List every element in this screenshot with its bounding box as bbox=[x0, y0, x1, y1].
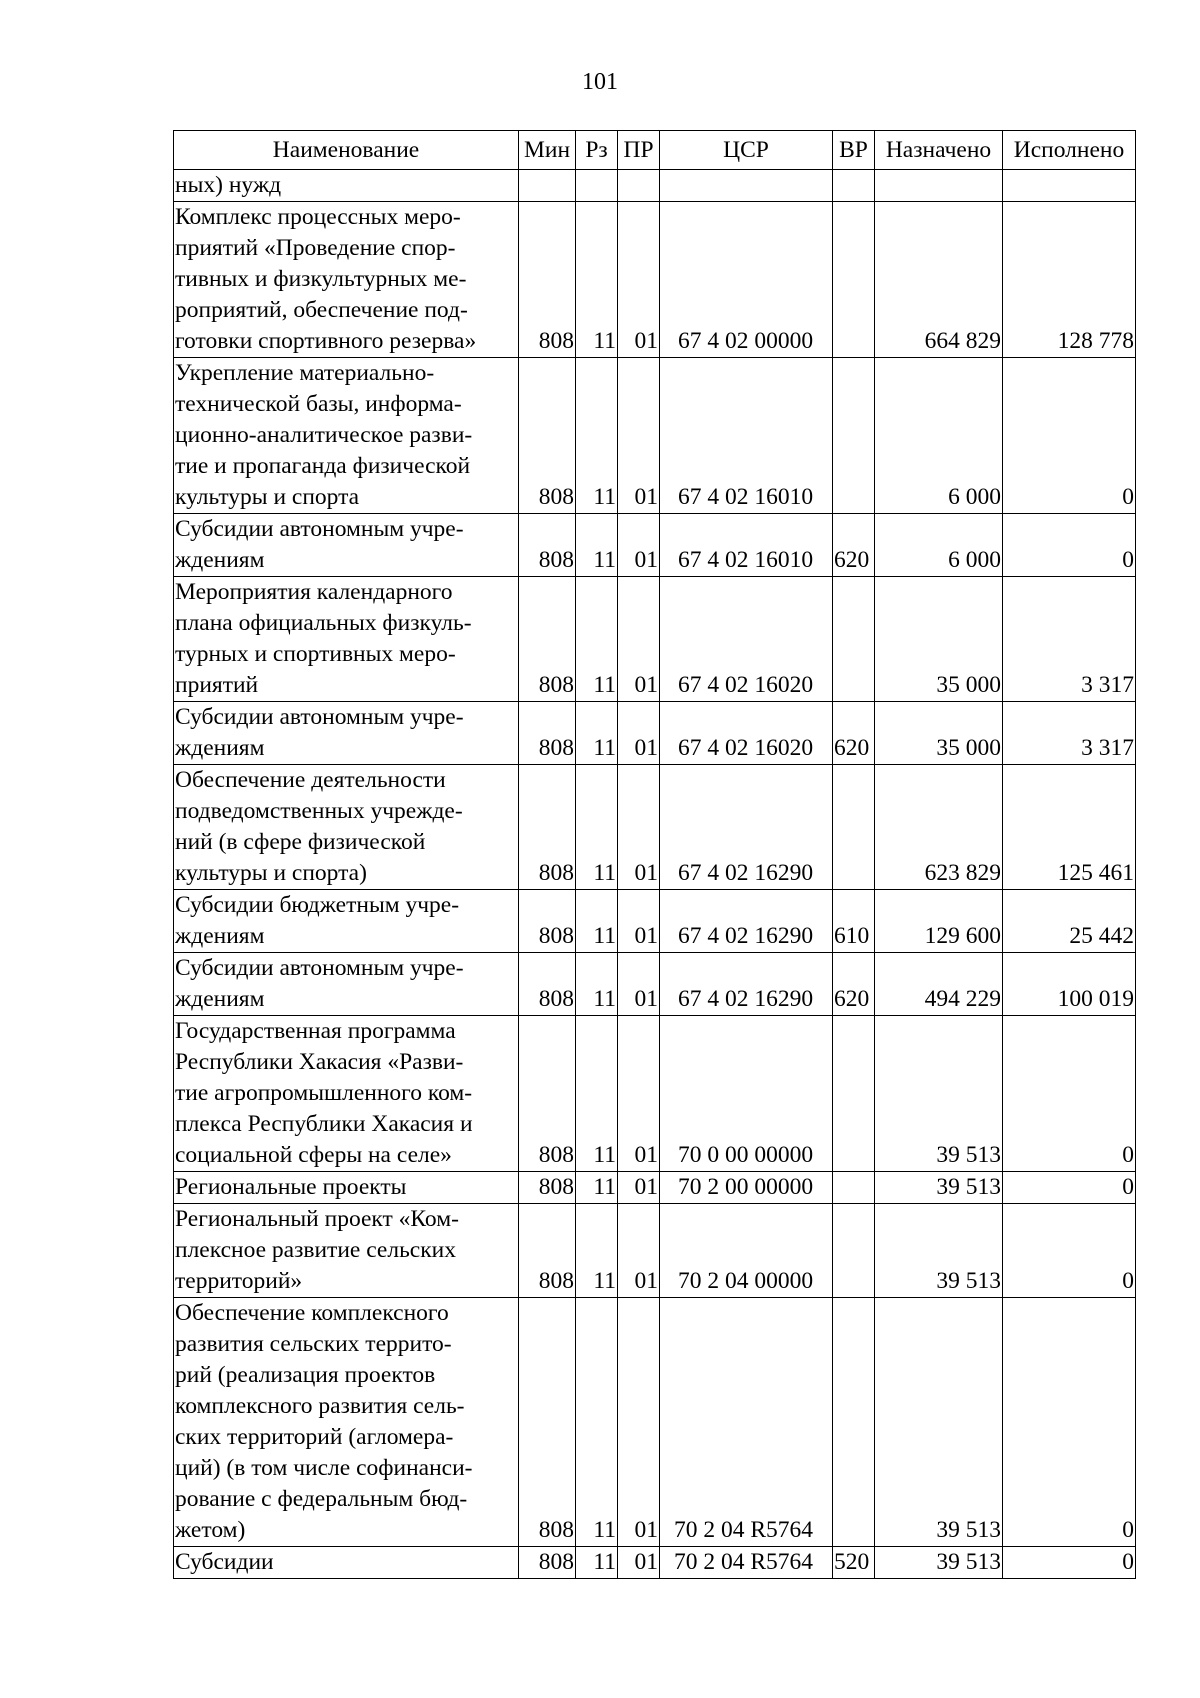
name-line: ждениям bbox=[175, 735, 265, 761]
table-row bbox=[174, 1016, 1136, 1172]
table-row bbox=[174, 202, 1136, 358]
cell-min: 808 bbox=[519, 202, 576, 358]
cell-csr: 67 4 02 16010 bbox=[660, 514, 833, 577]
cell-pr: 01 bbox=[618, 890, 660, 953]
cell-min: 808 bbox=[519, 514, 576, 577]
cell-csr: 67 4 02 16290 bbox=[660, 765, 833, 890]
name-line: Субсидии bbox=[175, 1549, 274, 1575]
header-rz: Рз bbox=[576, 131, 618, 170]
header-name: Наименование bbox=[174, 131, 519, 170]
header-vr: ВР bbox=[833, 131, 875, 170]
name-line: турных и спортивных меро- bbox=[175, 641, 456, 667]
name-line: Укрепление материально- bbox=[175, 360, 435, 386]
cell-name bbox=[174, 765, 519, 890]
header-pr: ПР bbox=[618, 131, 660, 170]
name-line: Обеспечение комплексного bbox=[175, 1300, 449, 1326]
cell-vr bbox=[833, 765, 875, 890]
cell-name bbox=[174, 1016, 519, 1172]
name-line: Субсидии автономным учре- bbox=[175, 516, 464, 542]
cell-executed: 0 bbox=[1003, 1547, 1136, 1579]
cell-min bbox=[519, 170, 576, 202]
name-line: роприятий, обеспечение под- bbox=[175, 297, 468, 323]
cell-pr: 01 bbox=[618, 577, 660, 702]
name-line: приятий bbox=[175, 672, 259, 698]
cell-executed: 3 317 bbox=[1003, 702, 1136, 765]
name-line: Субсидии автономным учре- bbox=[175, 704, 464, 730]
cell-executed: 125 461 bbox=[1003, 765, 1136, 890]
cell-name bbox=[174, 358, 519, 514]
cell-executed: 0 bbox=[1003, 1172, 1136, 1204]
cell-csr: 70 2 00 00000 bbox=[660, 1172, 833, 1204]
name-line: ных) нужд bbox=[175, 172, 282, 198]
name-line: Региональный проект «Ком- bbox=[175, 1206, 459, 1232]
cell-pr: 01 bbox=[618, 702, 660, 765]
cell-min: 808 bbox=[519, 577, 576, 702]
table-row bbox=[174, 702, 1136, 765]
name-line: тие и пропаганда физической bbox=[175, 453, 471, 479]
cell-name bbox=[174, 953, 519, 1016]
cell-assigned: 35 000 bbox=[875, 702, 1003, 765]
name-line: ждениям bbox=[175, 547, 265, 573]
cell-rz: 11 bbox=[576, 1298, 618, 1547]
name-line: комплексного развития сель- bbox=[175, 1393, 465, 1419]
cell-executed: 3 317 bbox=[1003, 577, 1136, 702]
name-line: рий (реализация проектов bbox=[175, 1362, 436, 1388]
name-line: рование с федеральным бюд- bbox=[175, 1486, 468, 1512]
cell-executed: 25 442 bbox=[1003, 890, 1136, 953]
cell-csr: 70 2 04 00000 bbox=[660, 1204, 833, 1298]
cell-pr: 01 bbox=[618, 953, 660, 1016]
name-line: тие агропромышленного ком- bbox=[175, 1080, 473, 1106]
table-row bbox=[174, 1204, 1136, 1298]
cell-vr bbox=[833, 1298, 875, 1547]
table-row bbox=[174, 514, 1136, 577]
cell-executed: 0 bbox=[1003, 514, 1136, 577]
name-line: плана официальных физкуль- bbox=[175, 610, 472, 636]
cell-pr bbox=[618, 170, 660, 202]
cell-vr: 620 bbox=[833, 702, 875, 765]
cell-name bbox=[174, 577, 519, 702]
table-row bbox=[174, 1298, 1136, 1547]
cell-assigned: 39 513 bbox=[875, 1204, 1003, 1298]
cell-name bbox=[174, 202, 519, 358]
cell-executed: 128 778 bbox=[1003, 202, 1136, 358]
name-line: подведомственных учрежде- bbox=[175, 798, 463, 824]
cell-name bbox=[174, 514, 519, 577]
cell-pr: 01 bbox=[618, 1204, 660, 1298]
table-header-row bbox=[174, 131, 1136, 170]
cell-name bbox=[174, 1204, 519, 1298]
cell-pr: 01 bbox=[618, 1016, 660, 1172]
page-number: 101 bbox=[582, 69, 618, 95]
cell-pr: 01 bbox=[618, 1172, 660, 1204]
cell-assigned: 494 229 bbox=[875, 953, 1003, 1016]
cell-min: 808 bbox=[519, 1016, 576, 1172]
name-line: плекса Республики Хакасия и bbox=[175, 1111, 473, 1137]
cell-assigned bbox=[875, 170, 1003, 202]
name-line: тивных и физкультурных ме- bbox=[175, 266, 467, 292]
cell-rz: 11 bbox=[576, 702, 618, 765]
table-row bbox=[174, 1547, 1136, 1579]
cell-vr: 620 bbox=[833, 514, 875, 577]
header-assigned: Назначено bbox=[875, 131, 1003, 170]
cell-executed bbox=[1003, 170, 1136, 202]
cell-csr: 67 4 02 16290 bbox=[660, 953, 833, 1016]
cell-rz: 11 bbox=[576, 202, 618, 358]
name-line: ционно-аналитическое разви- bbox=[175, 422, 473, 448]
name-line: готовки спортивного резерва» bbox=[175, 328, 477, 354]
cell-rz: 11 bbox=[576, 765, 618, 890]
cell-executed: 0 bbox=[1003, 358, 1136, 514]
cell-rz: 11 bbox=[576, 514, 618, 577]
cell-vr bbox=[833, 1204, 875, 1298]
cell-vr bbox=[833, 577, 875, 702]
cell-vr bbox=[833, 202, 875, 358]
cell-pr: 01 bbox=[618, 1298, 660, 1547]
cell-csr: 67 4 02 00000 bbox=[660, 202, 833, 358]
cell-assigned: 39 513 bbox=[875, 1016, 1003, 1172]
cell-vr bbox=[833, 1172, 875, 1204]
cell-name bbox=[174, 702, 519, 765]
name-line: Обеспечение деятельности bbox=[175, 767, 446, 793]
cell-pr: 01 bbox=[618, 765, 660, 890]
cell-name bbox=[174, 1172, 519, 1204]
name-line: Мероприятия календарного bbox=[175, 579, 453, 605]
cell-rz bbox=[576, 170, 618, 202]
cell-pr: 01 bbox=[618, 1547, 660, 1579]
cell-rz: 11 bbox=[576, 890, 618, 953]
cell-min: 808 bbox=[519, 890, 576, 953]
name-line: плексное развитие сельских bbox=[175, 1237, 456, 1263]
header-min: Мин bbox=[519, 131, 576, 170]
cell-assigned: 6 000 bbox=[875, 358, 1003, 514]
name-line: социальной сферы на селе» bbox=[175, 1142, 452, 1168]
name-line: ских территорий (агломера- bbox=[175, 1424, 454, 1450]
name-line: культуры и спорта bbox=[175, 484, 360, 510]
table-row bbox=[174, 1172, 1136, 1204]
cell-assigned: 623 829 bbox=[875, 765, 1003, 890]
name-line: Субсидии автономным учре- bbox=[175, 955, 464, 981]
cell-min: 808 bbox=[519, 1204, 576, 1298]
cell-min: 808 bbox=[519, 1547, 576, 1579]
cell-assigned: 35 000 bbox=[875, 577, 1003, 702]
name-line: Региональные проекты bbox=[175, 1174, 407, 1200]
budget-table bbox=[173, 130, 1136, 1579]
cell-assigned: 664 829 bbox=[875, 202, 1003, 358]
name-line: ций) (в том числе софинанси- bbox=[175, 1455, 473, 1481]
table-row bbox=[174, 577, 1136, 702]
cell-executed: 100 019 bbox=[1003, 953, 1136, 1016]
name-line: ждениям bbox=[175, 923, 265, 949]
cell-min: 808 bbox=[519, 1172, 576, 1204]
cell-csr: 67 4 02 16020 bbox=[660, 577, 833, 702]
cell-rz: 11 bbox=[576, 358, 618, 514]
name-line: ний (в сфере физической bbox=[175, 829, 426, 855]
name-line: Республики Хакасия «Разви- bbox=[175, 1049, 464, 1075]
cell-rz: 11 bbox=[576, 1204, 618, 1298]
table-row bbox=[174, 765, 1136, 890]
cell-name bbox=[174, 170, 519, 202]
name-line: технической базы, информа- bbox=[175, 391, 462, 417]
cell-min: 808 bbox=[519, 1298, 576, 1547]
name-line: территорий» bbox=[175, 1268, 303, 1294]
cell-rz: 11 bbox=[576, 1547, 618, 1579]
cell-csr: 67 4 02 16010 bbox=[660, 358, 833, 514]
table-row bbox=[174, 170, 1136, 202]
cell-rz: 11 bbox=[576, 1172, 618, 1204]
cell-vr bbox=[833, 170, 875, 202]
cell-name bbox=[174, 1298, 519, 1547]
cell-pr: 01 bbox=[618, 358, 660, 514]
name-line: Комплекс процессных меро- bbox=[175, 204, 461, 230]
cell-assigned: 39 513 bbox=[875, 1547, 1003, 1579]
cell-min: 808 bbox=[519, 953, 576, 1016]
cell-min: 808 bbox=[519, 702, 576, 765]
cell-name bbox=[174, 890, 519, 953]
table-row bbox=[174, 358, 1136, 514]
name-line: Субсидии бюджетным учре- bbox=[175, 892, 460, 918]
cell-name bbox=[174, 1547, 519, 1579]
name-line: ждениям bbox=[175, 986, 265, 1012]
name-line: развития сельских террито- bbox=[175, 1331, 452, 1357]
cell-vr: 610 bbox=[833, 890, 875, 953]
cell-pr: 01 bbox=[618, 202, 660, 358]
header-executed: Исполнено bbox=[1003, 131, 1136, 170]
cell-assigned: 39 513 bbox=[875, 1298, 1003, 1547]
cell-rz: 11 bbox=[576, 577, 618, 702]
table-row bbox=[174, 953, 1136, 1016]
cell-rz: 11 bbox=[576, 953, 618, 1016]
table-body bbox=[174, 170, 1136, 1579]
name-line: Государственная программа bbox=[175, 1018, 456, 1044]
cell-assigned: 39 513 bbox=[875, 1172, 1003, 1204]
cell-csr: 70 0 00 00000 bbox=[660, 1016, 833, 1172]
header-csr: ЦСР bbox=[660, 131, 833, 170]
name-line: приятий «Проведение спор- bbox=[175, 235, 456, 261]
cell-csr: 70 2 04 R5764 bbox=[660, 1547, 833, 1579]
cell-csr bbox=[660, 170, 833, 202]
cell-vr: 620 bbox=[833, 953, 875, 1016]
cell-csr: 70 2 04 R5764 bbox=[660, 1298, 833, 1547]
cell-min: 808 bbox=[519, 358, 576, 514]
cell-executed: 0 bbox=[1003, 1016, 1136, 1172]
cell-assigned: 6 000 bbox=[875, 514, 1003, 577]
name-line: культуры и спорта) bbox=[175, 860, 367, 886]
cell-rz: 11 bbox=[576, 1016, 618, 1172]
cell-executed: 0 bbox=[1003, 1204, 1136, 1298]
cell-min: 808 bbox=[519, 765, 576, 890]
cell-vr bbox=[833, 358, 875, 514]
cell-executed: 0 bbox=[1003, 1298, 1136, 1547]
cell-csr: 67 4 02 16020 bbox=[660, 702, 833, 765]
table-row bbox=[174, 890, 1136, 953]
cell-vr: 520 bbox=[833, 1547, 875, 1579]
name-line: жетом) bbox=[175, 1517, 246, 1543]
cell-assigned: 129 600 bbox=[875, 890, 1003, 953]
cell-csr: 67 4 02 16290 bbox=[660, 890, 833, 953]
cell-vr bbox=[833, 1016, 875, 1172]
cell-pr: 01 bbox=[618, 514, 660, 577]
